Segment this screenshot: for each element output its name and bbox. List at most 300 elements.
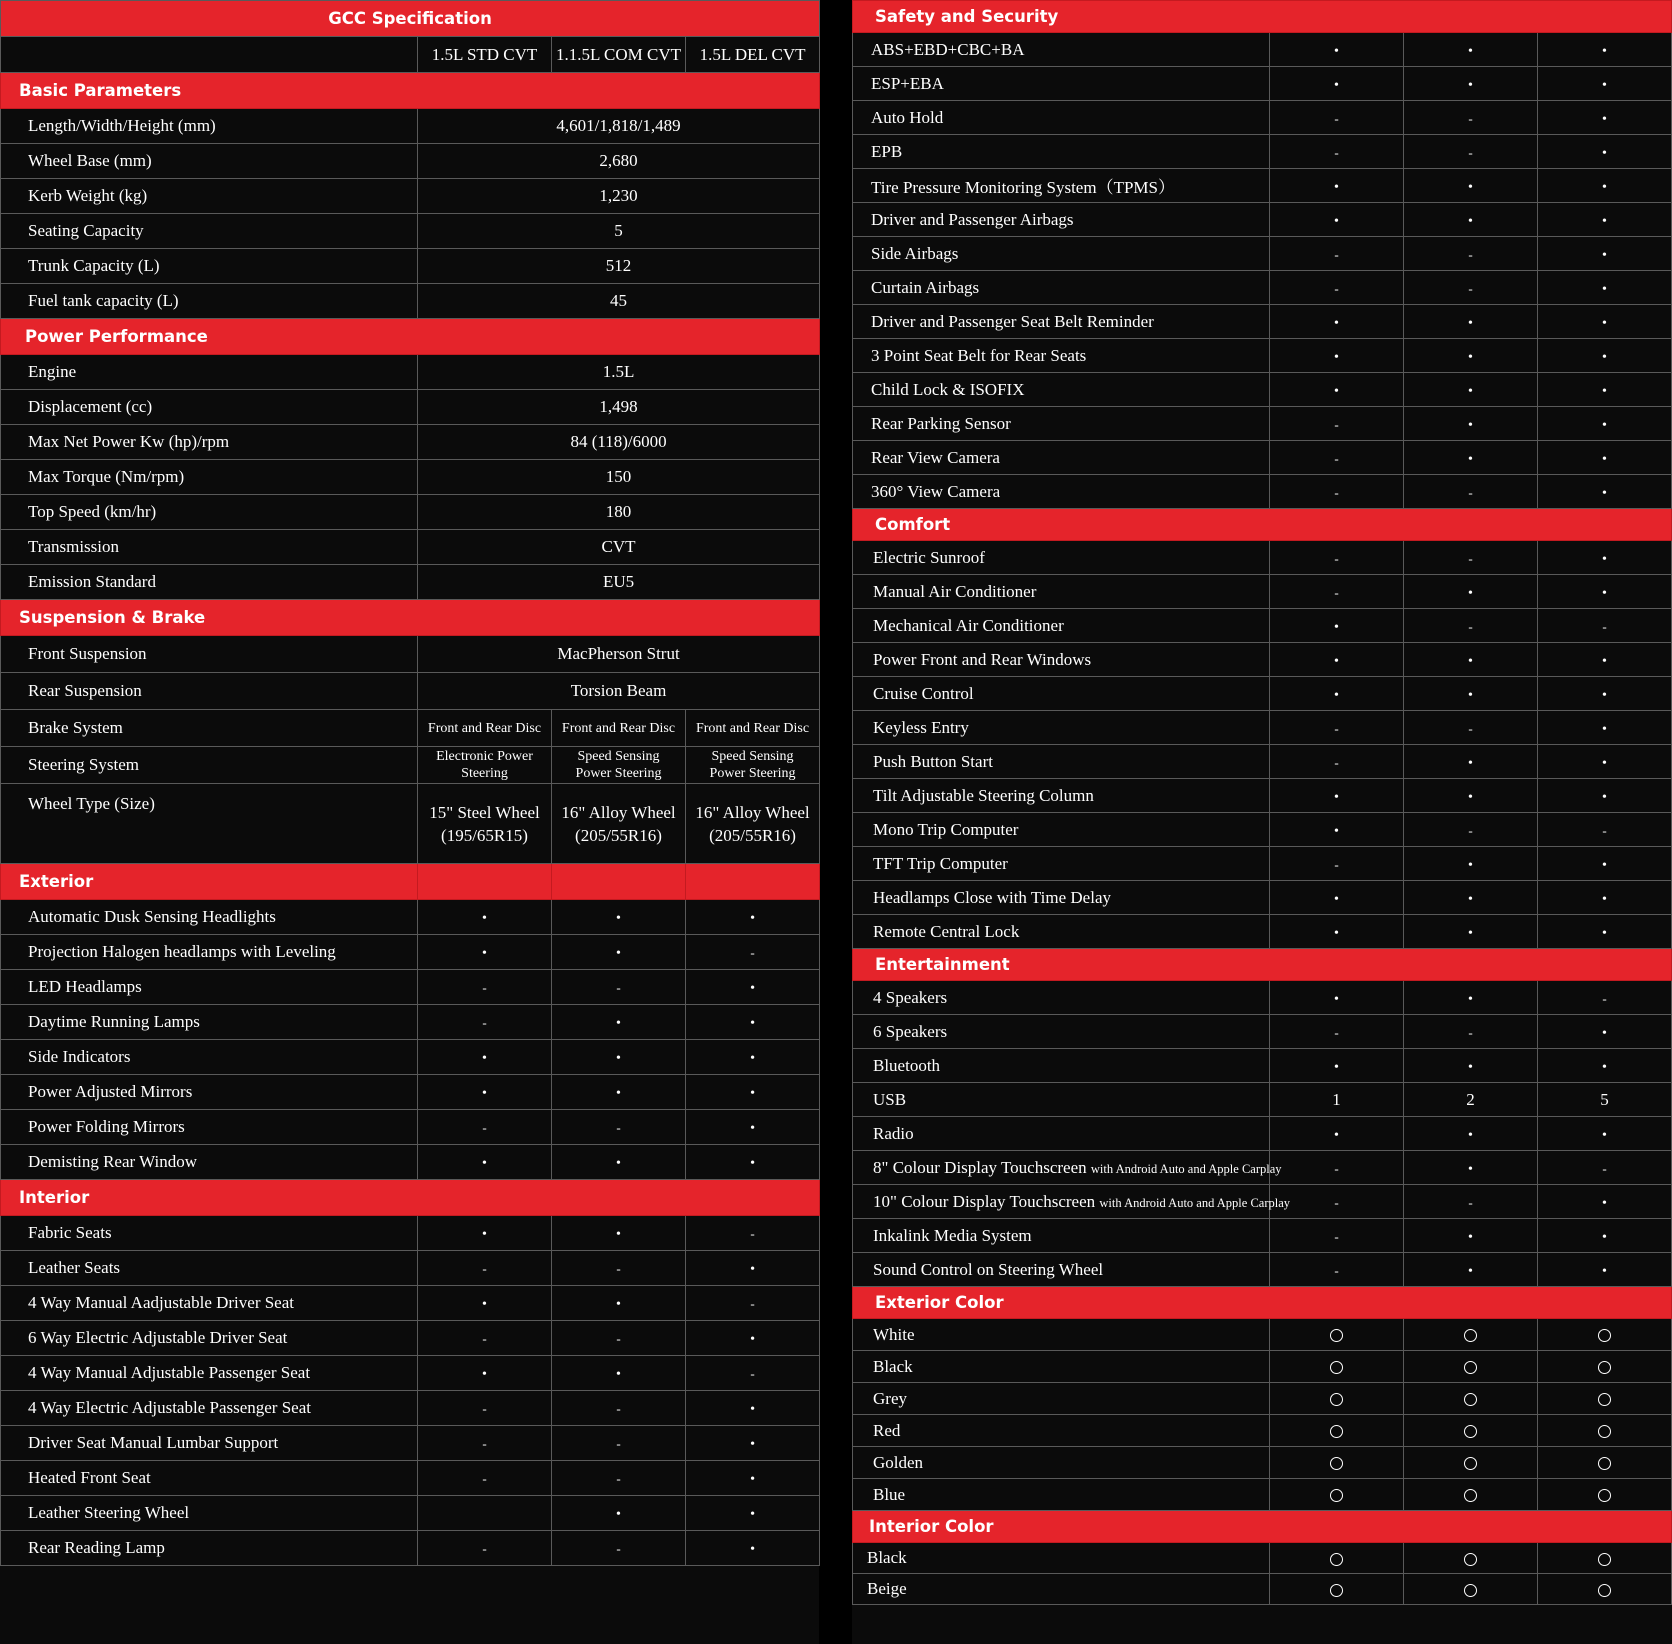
spec-label: Transmission xyxy=(1,530,418,565)
feature-value-cell xyxy=(1270,475,1404,509)
section-title: Power Performance xyxy=(1,319,820,355)
feature-row xyxy=(853,373,1672,407)
spec-value: 1,498 xyxy=(418,390,820,425)
feature-label xyxy=(1,1216,418,1251)
feature-name: Cruise Control xyxy=(873,683,974,703)
standard-feature-dot: • xyxy=(616,1086,621,1101)
feature-value-cell xyxy=(1404,677,1538,711)
feature-name: 8" Colour Display Touchscreen xyxy=(873,1157,1087,1177)
standard-feature-dot: • xyxy=(750,1051,755,1066)
feature-row xyxy=(853,407,1672,441)
not-available-dash: - xyxy=(482,1120,487,1135)
feature-row xyxy=(853,847,1672,881)
standard-feature-dot: • xyxy=(1602,721,1607,737)
standard-feature-dot: • xyxy=(1602,551,1607,567)
feature-value-cell xyxy=(1538,67,1672,101)
feature-value-cell xyxy=(1538,1415,1672,1447)
not-available-dash: - xyxy=(1334,1262,1339,1278)
steering-value: Speed Sensing Power Steering xyxy=(552,747,686,784)
feature-value-cell xyxy=(686,1426,820,1461)
comfort-body xyxy=(853,541,1672,949)
standard-feature-dot: • xyxy=(1334,891,1339,907)
feature-value-cell xyxy=(1404,745,1538,779)
feature-name: 6 Speakers xyxy=(873,1021,948,1041)
feature-value-cell xyxy=(1538,881,1672,915)
feature-value-cell xyxy=(1270,745,1404,779)
feature-name: Push Button Start xyxy=(873,751,993,771)
available-option-icon xyxy=(1330,1425,1343,1438)
feature-value-cell xyxy=(418,1216,552,1251)
feature-value-cell xyxy=(686,1496,820,1531)
available-option-icon xyxy=(1598,1361,1611,1374)
standard-feature-dot: • xyxy=(482,1051,487,1066)
feature-label xyxy=(853,67,1270,101)
feature-value-cell xyxy=(1404,1479,1538,1511)
feature-value-cell xyxy=(1538,1253,1672,1287)
feature-value-cell xyxy=(1538,1543,1672,1574)
gcc-title-row xyxy=(1,1,820,37)
feature-label xyxy=(1,1110,418,1145)
spec-row xyxy=(1,460,820,495)
feature-label xyxy=(1,1356,418,1391)
standard-feature-dot: • xyxy=(1334,823,1339,839)
feature-label xyxy=(1,1075,418,1110)
standard-feature-dot: • xyxy=(1334,349,1339,365)
standard-feature-dot: • xyxy=(1602,281,1607,297)
feature-name: Golden xyxy=(873,1452,924,1472)
standard-feature-dot: • xyxy=(1602,789,1607,805)
available-option-icon xyxy=(1330,1329,1343,1342)
feature-value-cell xyxy=(686,1531,820,1566)
spec-label: Max Torque (Nm/rpm) xyxy=(1,460,418,495)
feature-value-cell xyxy=(1270,1543,1404,1574)
feature-name: Headlamps Close with Time Delay xyxy=(873,887,1111,907)
section-title: Interior Color xyxy=(853,1511,1672,1543)
feature-value-cell xyxy=(552,900,686,935)
spec-value: 4,601/1,818/1,489 xyxy=(418,109,820,144)
feature-value-cell xyxy=(552,1286,686,1321)
feature-row xyxy=(1,1040,820,1075)
standard-feature-dot: • xyxy=(1334,687,1339,703)
standard-feature-dot: • xyxy=(1602,1127,1607,1143)
standard-feature-dot: • xyxy=(1334,653,1339,669)
feature-value-cell xyxy=(1538,1351,1672,1383)
standard-feature-dot: • xyxy=(1602,1025,1607,1041)
feature-name: Leather Steering Wheel xyxy=(28,1503,190,1522)
feature-name: Black xyxy=(867,1548,907,1567)
not-available-dash: - xyxy=(1334,280,1339,296)
feature-row xyxy=(853,441,1672,475)
feature-label xyxy=(853,169,1270,203)
feature-value-cell xyxy=(1404,271,1538,305)
feature-name: Blue xyxy=(873,1484,906,1504)
feature-label xyxy=(853,1049,1270,1083)
spec-label: Fuel tank capacity (L) xyxy=(1,284,418,319)
brake-value: Front and Rear Disc xyxy=(418,710,552,747)
feature-name: White xyxy=(873,1324,915,1344)
feature-name: Beige xyxy=(867,1579,907,1598)
feature-value-cell xyxy=(1270,1351,1404,1383)
feature-label xyxy=(853,1219,1270,1253)
left-spec-panel xyxy=(0,0,819,1566)
feature-name: ESP+EBA xyxy=(871,73,944,93)
feature-label xyxy=(853,33,1270,67)
feature-row xyxy=(1,1391,820,1426)
feature-row xyxy=(1,935,820,970)
entertainment-body xyxy=(853,981,1672,1287)
standard-feature-dot: • xyxy=(1602,383,1607,399)
section-title: Interior xyxy=(1,1180,820,1216)
spec-row xyxy=(1,249,820,284)
feature-value-cell xyxy=(1270,981,1404,1015)
not-available-dash: - xyxy=(1334,856,1339,872)
feature-row xyxy=(853,1543,1672,1574)
feature-value-cell xyxy=(1270,1015,1404,1049)
standard-feature-dot: • xyxy=(616,911,621,926)
feature-name: Sound Control on Steering Wheel xyxy=(873,1259,1104,1279)
feature-row xyxy=(1,1005,820,1040)
standard-feature-dot: • xyxy=(616,1367,621,1382)
not-available-dash: - xyxy=(1602,1160,1607,1176)
not-available-dash: - xyxy=(616,1436,621,1451)
feature-label xyxy=(853,1151,1282,1185)
spec-value: 2,680 xyxy=(418,144,820,179)
feature-value-cell xyxy=(1538,441,1672,475)
feature-label xyxy=(853,745,1270,779)
not-available-dash: - xyxy=(1334,416,1339,432)
feature-value-cell xyxy=(552,1216,686,1251)
feature-label xyxy=(853,475,1270,509)
feature-row xyxy=(853,541,1672,575)
feature-label xyxy=(853,1543,1270,1574)
feature-value-cell xyxy=(1404,1253,1538,1287)
feature-value-cell xyxy=(552,935,686,970)
available-option-icon xyxy=(1598,1425,1611,1438)
feature-value-cell xyxy=(1270,203,1404,237)
feature-value-cell xyxy=(1538,271,1672,305)
spec-value: CVT xyxy=(418,530,820,565)
not-available-dash: - xyxy=(1602,990,1607,1006)
spec-row xyxy=(1,355,820,390)
feature-row xyxy=(853,1447,1672,1479)
standard-feature-dot: • xyxy=(1334,77,1339,93)
feature-value-cell xyxy=(552,1075,686,1110)
feature-row xyxy=(1,900,820,935)
not-available-dash: - xyxy=(1468,484,1473,500)
feature-name: 4 Speakers xyxy=(873,987,948,1007)
not-available-dash: - xyxy=(616,1401,621,1416)
feature-name: TFT Trip Computer xyxy=(873,853,1008,873)
feature-label xyxy=(1,935,418,970)
spec-value: MacPherson Strut xyxy=(418,636,820,673)
spec-label: Max Net Power Kw (hp)/rpm xyxy=(1,425,418,460)
feature-name: Automatic Dusk Sensing Headlights xyxy=(28,907,276,926)
feature-label xyxy=(853,813,1270,847)
standard-feature-dot: • xyxy=(1468,991,1473,1007)
spec-row xyxy=(1,565,820,600)
feature-name: Fabric Seats xyxy=(28,1223,112,1242)
feature-value-cell xyxy=(1538,101,1672,135)
feature-label xyxy=(1,1461,418,1496)
spec-value: 1.5L xyxy=(418,355,820,390)
feature-value-cell xyxy=(418,1286,552,1321)
feature-label xyxy=(1,1286,418,1321)
spec-row xyxy=(1,179,820,214)
not-available-dash: - xyxy=(1334,246,1339,262)
standard-feature-dot: • xyxy=(1468,349,1473,365)
feature-label xyxy=(853,203,1270,237)
spec-label: Length/Width/Height (mm) xyxy=(1,109,418,144)
feature-value-cell xyxy=(418,1251,552,1286)
feature-value-cell xyxy=(418,1075,552,1110)
feature-row xyxy=(1,1251,820,1286)
available-option-icon xyxy=(1330,1489,1343,1502)
feature-value-cell xyxy=(1270,407,1404,441)
feature-label xyxy=(1,1321,418,1356)
feature-label xyxy=(853,981,1270,1015)
feature-value-cell xyxy=(1270,643,1404,677)
feature-row xyxy=(853,643,1672,677)
feature-value-cell xyxy=(1538,575,1672,609)
standard-feature-dot: • xyxy=(1468,585,1473,601)
interior-body xyxy=(1,1216,820,1566)
standard-feature-dot: • xyxy=(1334,315,1339,331)
feature-label xyxy=(853,1351,1270,1383)
feature-label xyxy=(853,237,1270,271)
section-header-basic xyxy=(1,73,820,109)
feature-value-cell xyxy=(1404,169,1538,203)
feature-label xyxy=(853,575,1270,609)
feature-row xyxy=(853,67,1672,101)
standard-feature-dot: • xyxy=(1602,857,1607,873)
feature-name: USB xyxy=(873,1089,907,1109)
feature-value-cell xyxy=(418,900,552,935)
feature-value-cell xyxy=(1270,813,1404,847)
feature-value-cell xyxy=(1538,1479,1672,1511)
feature-label xyxy=(1,1531,418,1566)
feature-value-cell xyxy=(1270,305,1404,339)
feature-value-cell xyxy=(1270,1574,1404,1605)
feature-row xyxy=(1,1145,820,1180)
feature-row xyxy=(853,981,1672,1015)
feature-value-cell xyxy=(1538,1015,1672,1049)
feature-name: Curtain Airbags xyxy=(871,277,980,297)
feature-row xyxy=(853,203,1672,237)
spec-value: Torsion Beam xyxy=(418,673,820,710)
feature-value-cell xyxy=(418,1040,552,1075)
spec-label: Brake System xyxy=(1,710,418,747)
feature-name: Manual Air Conditioner xyxy=(873,581,1037,601)
feature-label xyxy=(1,1426,418,1461)
standard-feature-dot: • xyxy=(1468,77,1473,93)
feature-value-cell xyxy=(1270,711,1404,745)
feature-value-cell xyxy=(1270,373,1404,407)
wheel-size: (205/55R16) xyxy=(575,825,662,845)
wheel-value xyxy=(552,784,686,864)
feature-value-cell xyxy=(1404,237,1538,271)
standard-feature-dot: • xyxy=(750,1472,755,1487)
standard-feature-dot: • xyxy=(1334,619,1339,635)
standard-feature-dot: • xyxy=(1602,1059,1607,1075)
feature-label xyxy=(853,1415,1270,1447)
standard-feature-dot: • xyxy=(1602,485,1607,501)
feature-value-cell xyxy=(1270,915,1404,949)
wheel-type: 15" Steel Wheel xyxy=(429,802,540,822)
section-title: Exterior Color xyxy=(853,1287,1672,1319)
feature-value-cell xyxy=(1270,1083,1404,1117)
standard-feature-dot: • xyxy=(616,1227,621,1242)
feature-row xyxy=(1,1286,820,1321)
not-available-dash: - xyxy=(1334,144,1339,160)
feature-value-cell xyxy=(1404,373,1538,407)
available-option-icon xyxy=(1330,1553,1343,1566)
standard-feature-dot: • xyxy=(750,1332,755,1347)
spec-label: Front Suspension xyxy=(1,636,418,673)
feature-value-cell xyxy=(686,1110,820,1145)
feature-value-cell xyxy=(1270,1383,1404,1415)
feature-count: 2 xyxy=(1466,1089,1475,1109)
feature-name: Inkalink Media System xyxy=(873,1225,1032,1245)
feature-value-cell xyxy=(686,1321,820,1356)
feature-row xyxy=(853,135,1672,169)
feature-value-cell xyxy=(1538,169,1672,203)
feature-row xyxy=(1,1496,820,1531)
not-available-dash: - xyxy=(1468,1024,1473,1040)
spec-value: 150 xyxy=(418,460,820,495)
standard-feature-dot: • xyxy=(1602,755,1607,771)
standard-feature-dot: • xyxy=(1468,315,1473,331)
feature-row xyxy=(1,1426,820,1461)
standard-feature-dot: • xyxy=(1602,891,1607,907)
standard-feature-dot: • xyxy=(1468,925,1473,941)
feature-label xyxy=(853,1015,1270,1049)
column-header-blank xyxy=(1,37,418,73)
feature-value-cell xyxy=(552,1040,686,1075)
feature-value-cell xyxy=(1538,1185,1672,1219)
available-option-icon xyxy=(1464,1584,1477,1597)
feature-label xyxy=(1,1251,418,1286)
wheel-type: 16" Alloy Wheel xyxy=(695,802,810,822)
feature-value-cell xyxy=(1404,847,1538,881)
section-header-safety xyxy=(853,1,1672,33)
feature-name: Tire Pressure Monitoring System（TPMS） xyxy=(871,178,1175,197)
exterior-body xyxy=(1,900,820,1180)
not-available-dash: - xyxy=(1334,584,1339,600)
feature-value-cell xyxy=(1404,1049,1538,1083)
standard-feature-dot: • xyxy=(1468,179,1473,195)
feature-value-cell xyxy=(1270,1319,1404,1351)
standard-feature-dot: • xyxy=(1468,687,1473,703)
feature-value-cell xyxy=(1404,1574,1538,1605)
feature-value-cell xyxy=(418,1005,552,1040)
feature-name: Side Indicators xyxy=(28,1047,131,1066)
section-header-entertainment xyxy=(853,949,1672,981)
available-option-icon xyxy=(1464,1361,1477,1374)
feature-value-cell xyxy=(1404,981,1538,1015)
not-available-dash: - xyxy=(1334,450,1339,466)
feature-name: Projection Halogen headlamps with Leveling xyxy=(28,942,336,961)
section-title: Entertainment xyxy=(853,949,1672,981)
feature-value-cell xyxy=(1404,135,1538,169)
feature-label xyxy=(853,373,1270,407)
standard-feature-dot: • xyxy=(1468,451,1473,467)
spec-label: Wheel Base (mm) xyxy=(1,144,418,179)
not-available-dash: - xyxy=(1468,822,1473,838)
feature-name: Black xyxy=(873,1356,913,1376)
feature-label xyxy=(1,900,418,935)
feature-label xyxy=(853,643,1270,677)
feature-value-cell xyxy=(686,970,820,1005)
standard-feature-dot: • xyxy=(1602,925,1607,941)
not-available-dash: - xyxy=(482,1331,487,1346)
standard-feature-dot: • xyxy=(1602,315,1607,331)
feature-value-cell xyxy=(1270,609,1404,643)
not-available-dash: - xyxy=(1334,1160,1339,1176)
standard-feature-dot: • xyxy=(1468,1263,1473,1279)
feature-value-cell xyxy=(1270,541,1404,575)
standard-feature-dot: • xyxy=(750,981,755,996)
feature-name: Mechanical Air Conditioner xyxy=(873,615,1064,635)
spec-label: Displacement (cc) xyxy=(1,390,418,425)
feature-value-cell xyxy=(552,1496,686,1531)
feature-value-cell xyxy=(1538,1151,1672,1185)
feature-value-cell xyxy=(1404,915,1538,949)
not-available-dash: - xyxy=(482,1401,487,1416)
feature-name: Rear Parking Sensor xyxy=(871,413,1011,433)
feature-value-cell xyxy=(418,1461,552,1496)
feature-row xyxy=(853,745,1672,779)
not-available-dash: - xyxy=(1334,720,1339,736)
not-available-dash: - xyxy=(1468,280,1473,296)
spec-value: 512 xyxy=(418,249,820,284)
standard-feature-dot: • xyxy=(1468,1229,1473,1245)
spec-row xyxy=(1,747,820,784)
spec-label: Emission Standard xyxy=(1,565,418,600)
standard-feature-dot: • xyxy=(750,1086,755,1101)
standard-feature-dot: • xyxy=(750,1156,755,1171)
standard-feature-dot: • xyxy=(616,1051,621,1066)
not-available-dash: - xyxy=(616,1541,621,1556)
exterior-color-body xyxy=(853,1319,1672,1511)
feature-name: Power Adjusted Mirrors xyxy=(28,1082,193,1101)
available-option-icon xyxy=(1464,1457,1477,1470)
feature-value-cell xyxy=(1404,1151,1538,1185)
feature-value-cell xyxy=(686,935,820,970)
not-available-dash: - xyxy=(1468,1194,1473,1210)
power-performance-body xyxy=(1,355,820,600)
standard-feature-dot: • xyxy=(1468,857,1473,873)
feature-name: 10" Colour Display Touchscreen xyxy=(873,1191,1096,1211)
standard-feature-dot: • xyxy=(1602,417,1607,433)
feature-value-cell xyxy=(418,1496,552,1531)
feature-label xyxy=(853,847,1270,881)
feature-name: Daytime Running Lamps xyxy=(28,1012,200,1031)
feature-value-cell xyxy=(418,1391,552,1426)
spec-label: Seating Capacity xyxy=(1,214,418,249)
standard-feature-dot: • xyxy=(750,1402,755,1417)
feature-value-cell xyxy=(1270,135,1404,169)
feature-value-cell xyxy=(1538,813,1672,847)
spec-value: 180 xyxy=(418,495,820,530)
feature-label xyxy=(853,1083,1270,1117)
section-title: Basic Parameters xyxy=(1,73,820,109)
feature-value-cell xyxy=(1270,237,1404,271)
feature-name: Rear View Camera xyxy=(871,447,1000,467)
standard-feature-dot: • xyxy=(1602,213,1607,229)
standard-feature-dot: • xyxy=(1334,991,1339,1007)
section-cell xyxy=(418,864,552,900)
standard-feature-dot: • xyxy=(1468,213,1473,229)
